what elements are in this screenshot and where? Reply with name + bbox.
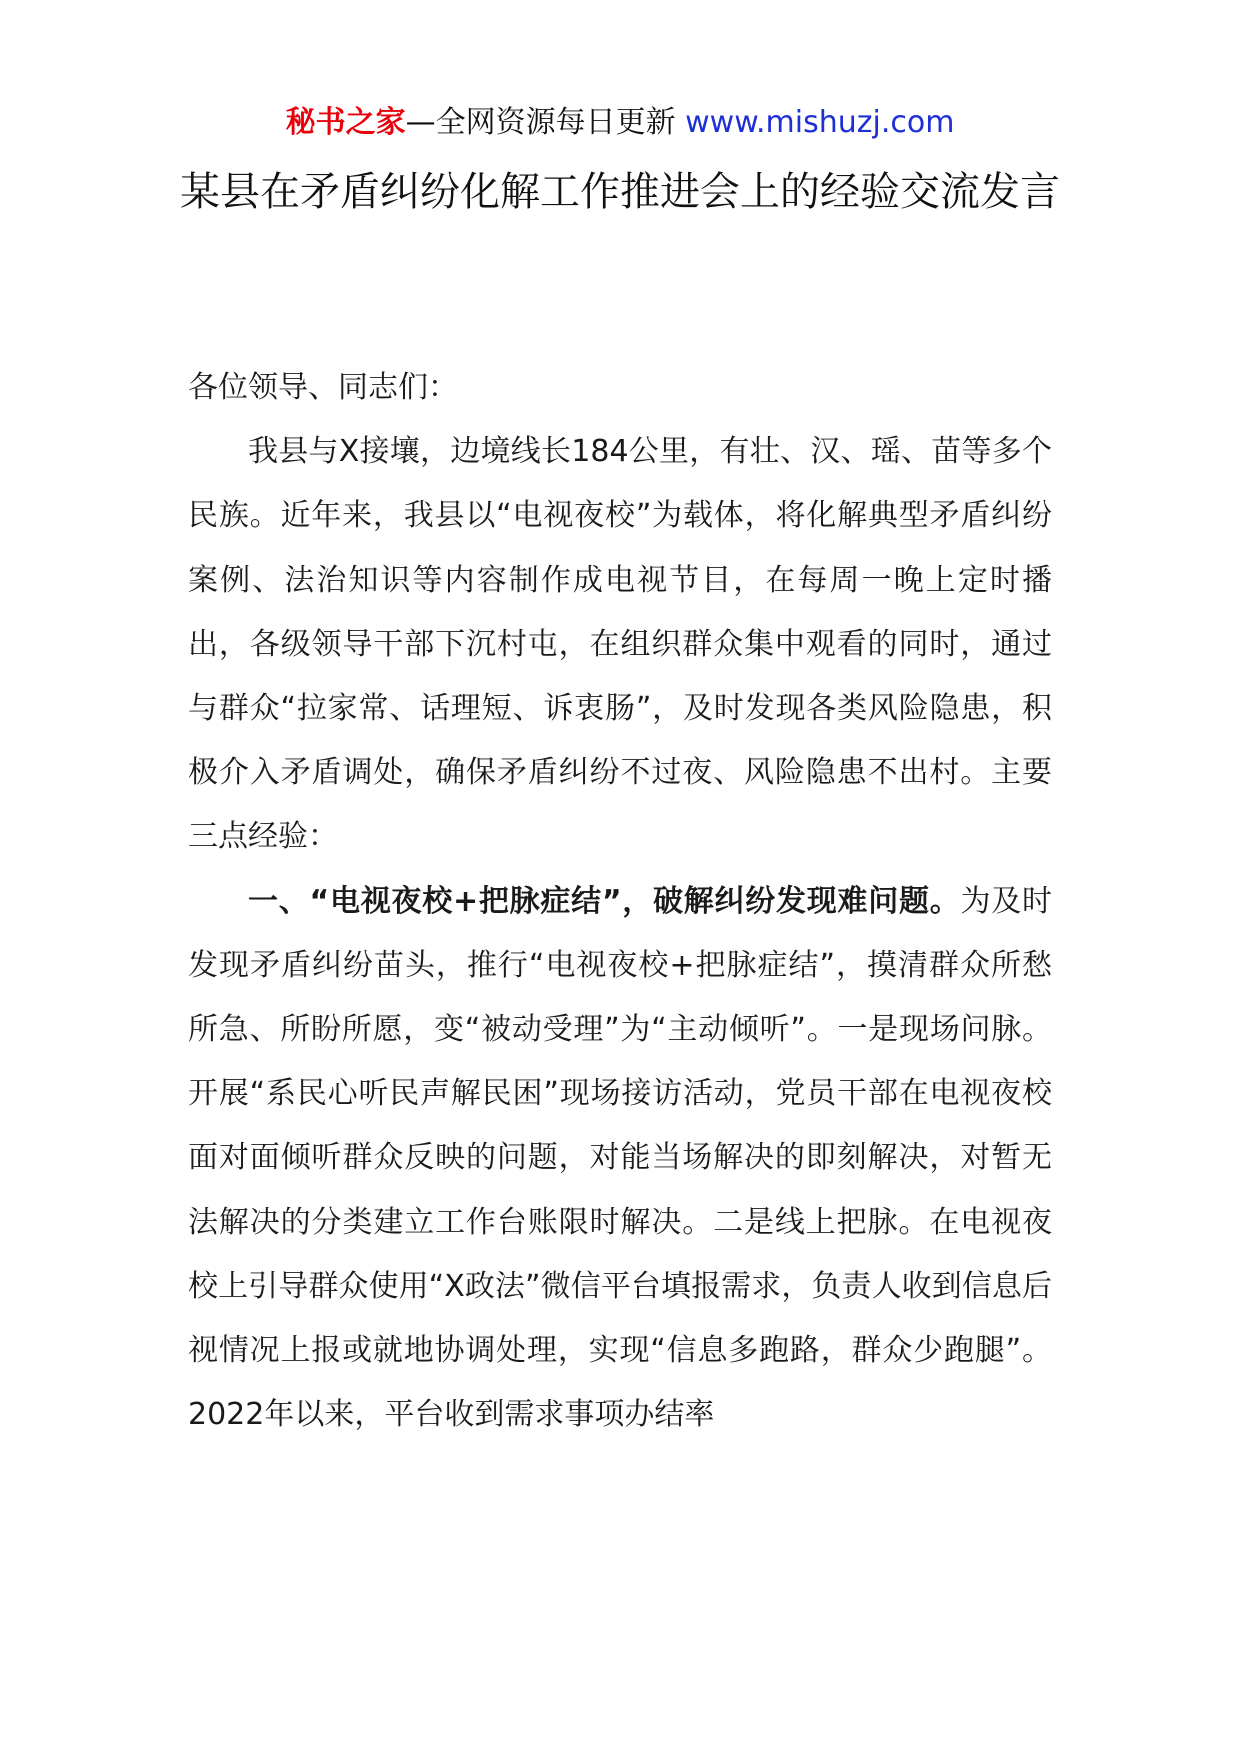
header-tagline: —全网资源每日更新 — [405, 105, 676, 140]
section-1-heading: 一、“电视夜校+把脉症结”，破解纠纷发现难问题。 — [248, 883, 961, 919]
site-url[interactable]: www.mishuzj.com — [685, 105, 955, 140]
document-title: 某县在矛盾纠纷化解工作推进会上的经验交流发言 — [180, 169, 1060, 215]
intro-paragraph: 我县与X接壤，边境线长184公里，有壮、汉、瑶、苗等多个民族。近年来，我县以“电视夜校”为载体，将化解典型矛盾纠纷案例、法治知识等内容制作成电视节目，在每周一晚上定时播出，各级领导干部下沉村屯，在组织群众集中观看的同时，通过与群众“拉家常、话理短、诉衷肠”，及时发现各类风险隐患，积极介入矛盾调处，确保矛盾纠纷不过夜、风险隐患不出村。主要三点经验： — [188, 434, 1052, 855]
document-body — [188, 356, 1052, 1447]
brand-name: 秘书之家 — [285, 105, 406, 140]
site-header — [0, 100, 1240, 146]
section-1-body: 为及时发现矛盾纠纷苗头，推行“电视夜校+把脉症结”，摸清群众所愁所急、所盼所愿，变“被动受理”为“主动倾听”。一是现场问脉。开展“系民心听民声解民困”现场接访活动，党员干部在电视夜校面对面倾听群众反映的问题，对能当场解决的即刻解决，对暂无法解决的分类建立工作台账限时解决。二是线上把脉。在电视夜校上引导群众使用“X政法”微信平台填报需求，负责人收到信息后视情况上报或就地协调处理，实现“信息多跑路，群众少跑腿”。2022年以来，平台收到需求事项办结率 — [188, 883, 1052, 1433]
salutation: 各位领导、同志们： — [188, 370, 458, 405]
section-1-paragraph — [188, 870, 1052, 1448]
